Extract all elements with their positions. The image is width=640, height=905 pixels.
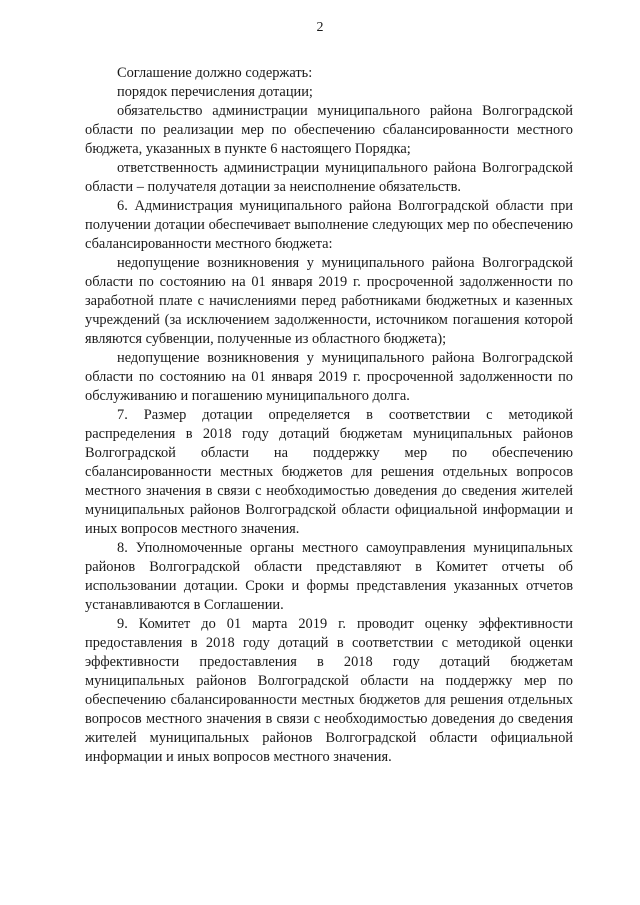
paragraph-item-8: 8. Уполномоченные органы местного самоуправления муниципальных районов Волгоградской области представляют в Комитет отчеты об использовании дотации. Сроки и формы представления указанных отчетов устанавливаются в Соглашении. bbox=[85, 540, 573, 613]
paragraph-item-7: 7. Размер дотации определяется в соответствии с методикой распределения в 2018 году дотаций бюджетам муниципальных районов Волгоградской области на поддержку мер по обеспечению сбалансированности местных бюджетов для решения отдельных вопросов местного значения в связи с необходимостью доведения до сведения жителей муниципальных районов Волгоградской области официальной информации и иных вопросов местного значения. bbox=[85, 407, 573, 537]
paragraph-agreement-contents: Соглашение должно содержать: bbox=[117, 65, 313, 81]
page-number: 2 bbox=[316, 20, 324, 35]
paragraph-administration-responsibility: ответственность администрации муниципального района Волгоградской области – получателя дотации за неисполнение обязательств. bbox=[85, 160, 573, 195]
paragraph-item-9: 9. Комитет до 01 марта 2019 г. проводит оценку эффективности предоставления в 2018 году дотаций в соответствии с методикой оценки эффективности предоставления в 2018 году дотаций бюджетам муниципальных районов Волгоградской области на поддержку мер по обеспечению сбалансированности местных бюджетов для решения отдельных вопросов местного значения в связи с необходимостью доведения до сведения жителей муниципальных районов Волгоградской области официальной информации и иных вопросов местного значения. bbox=[85, 616, 573, 765]
paragraph-debt-arrears: недопущение возникновения у муниципального района Волгоградской области по состоянию на 01 января 2019 г. просроченной задолженности по обслуживанию и погашению муниципального долга. bbox=[85, 350, 573, 404]
paragraph-administration-obligation: обязательство администрации муниципального района Волгоградской области по реализации мер по обеспечению сбалансированности местного бюджета, указанных в пункте 6 настоящего Порядка; bbox=[85, 103, 573, 157]
paragraph-wage-arrears: недопущение возникновения у муниципального района Волгоградской области по состоянию на 01 января 2019 г. просроченной задолженности по заработной плате с начислениями перед работниками бюджетных и казенных учреждений (за исключением задолженности, источником погашения которой являются субвенции, полученные из областного бюджета); bbox=[85, 255, 573, 347]
paragraph-transfer-procedure: порядок перечисления дотации; bbox=[117, 84, 313, 100]
document-body bbox=[85, 64, 573, 767]
paragraph-item-6: 6. Администрация муниципального района Волгоградской области при получении дотации обеспечивает выполнение следующих мер по обеспечению сбалансированности местного бюджета: bbox=[85, 198, 573, 252]
